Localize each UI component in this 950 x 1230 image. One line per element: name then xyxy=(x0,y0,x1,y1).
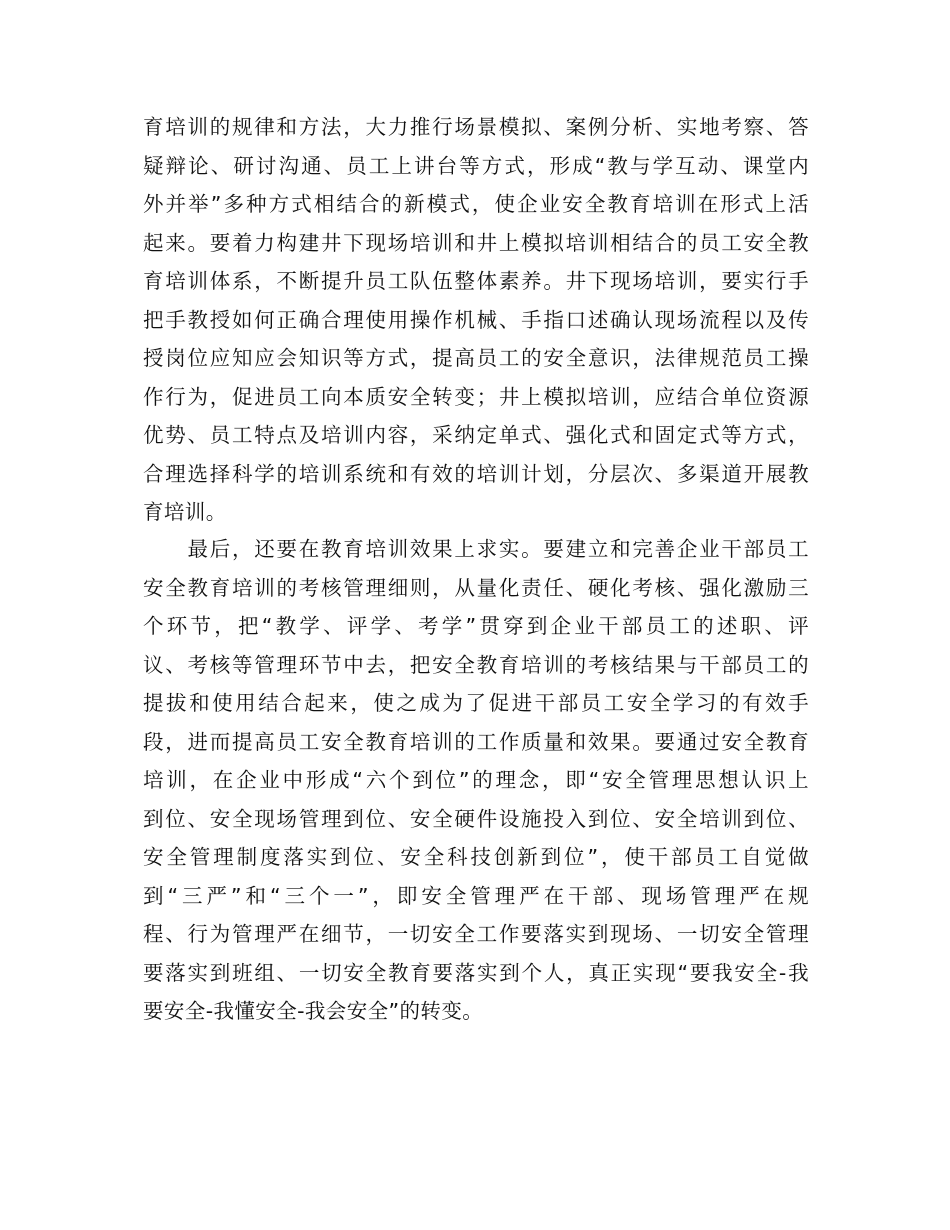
text-line: 要落实到班组、一切安全教育要落实到个人，真正实现“要我安全-我 xyxy=(143,960,809,985)
text-line: 育培训。 xyxy=(143,500,227,524)
text-line: 到位、安全现场管理到位、安全硬件设施投入到位、安全培训到位、 xyxy=(143,806,809,831)
text-line: 到“三严”和“三个一”，即安全管理严在干部、现场管理严在规 xyxy=(143,883,809,908)
text-line: 外并举”多种方式相结合的新模式，使企业安全教育培训在形式上活 xyxy=(143,192,809,216)
text-line: 疑辩论、研讨沟通、员工上讲台等方式，形成“教与学互动、课堂内 xyxy=(143,153,809,178)
paragraph-training-results xyxy=(143,530,809,1031)
text-line: 段，进而提高员工安全教育培训的工作质量和效果。要通过安全教育 xyxy=(143,729,809,754)
text-line: 育培训的规律和方法，大力推行场景模拟、案例分析、实地考察、答 xyxy=(143,115,809,139)
text-line: 授岗位应知应会知识等方式，提高员工的安全意识，法律规范员工操 xyxy=(143,346,809,370)
text-line: 议、考核等管理环节中去，把安全教育培训的考核结果与干部员工的 xyxy=(143,652,809,677)
text-line: 优势、员工特点及培训内容，采纳定单式、强化式和固定式等方式， xyxy=(143,423,809,447)
text-line: 起来。要着力构建井下现场培训和井上模拟培训相结合的员工安全教 xyxy=(143,230,809,255)
text-line: 提拔和使用结合起来，使之成为了促进干部员工安全学习的有效手 xyxy=(143,691,809,715)
text-line: 育培训体系，不断提升员工队伍整体素养。井下现场培训，要实行手 xyxy=(143,269,809,293)
text-line: 最后，还要在教育培训效果上求实。要建立和完善企业干部员工 xyxy=(143,537,809,561)
text-line: 培训，在企业中形成“六个到位”的理念，即“安全管理思想认识上 xyxy=(143,768,809,792)
paragraph-training-methods xyxy=(143,108,809,532)
text-line: 程、行为管理严在细节，一切安全工作要落实到现场、一切安全管理 xyxy=(143,922,809,946)
text-line: 把手教授如何正确合理使用操作机械、手指口述确认现场流程以及传 xyxy=(143,307,809,332)
text-line: 个环节，把“教学、评学、考学”贯穿到企业干部员工的述职、评 xyxy=(143,614,809,638)
text-line: 合理选择科学的培训系统和有效的培训计划，分层次、多渠道开展教 xyxy=(143,461,809,486)
text-line: 安全管理制度落实到位、安全科技创新到位”，使干部员工自觉做 xyxy=(143,845,809,869)
text-line: 安全教育培训的考核管理细则，从量化责任、硬化考核、强化激励三 xyxy=(143,575,809,600)
text-line: 要安全-我懂安全-我会安全”的转变。 xyxy=(143,999,484,1023)
text-line: 作行为，促进员工向本质安全转变；井上模拟培训，应结合单位资源 xyxy=(143,384,809,409)
